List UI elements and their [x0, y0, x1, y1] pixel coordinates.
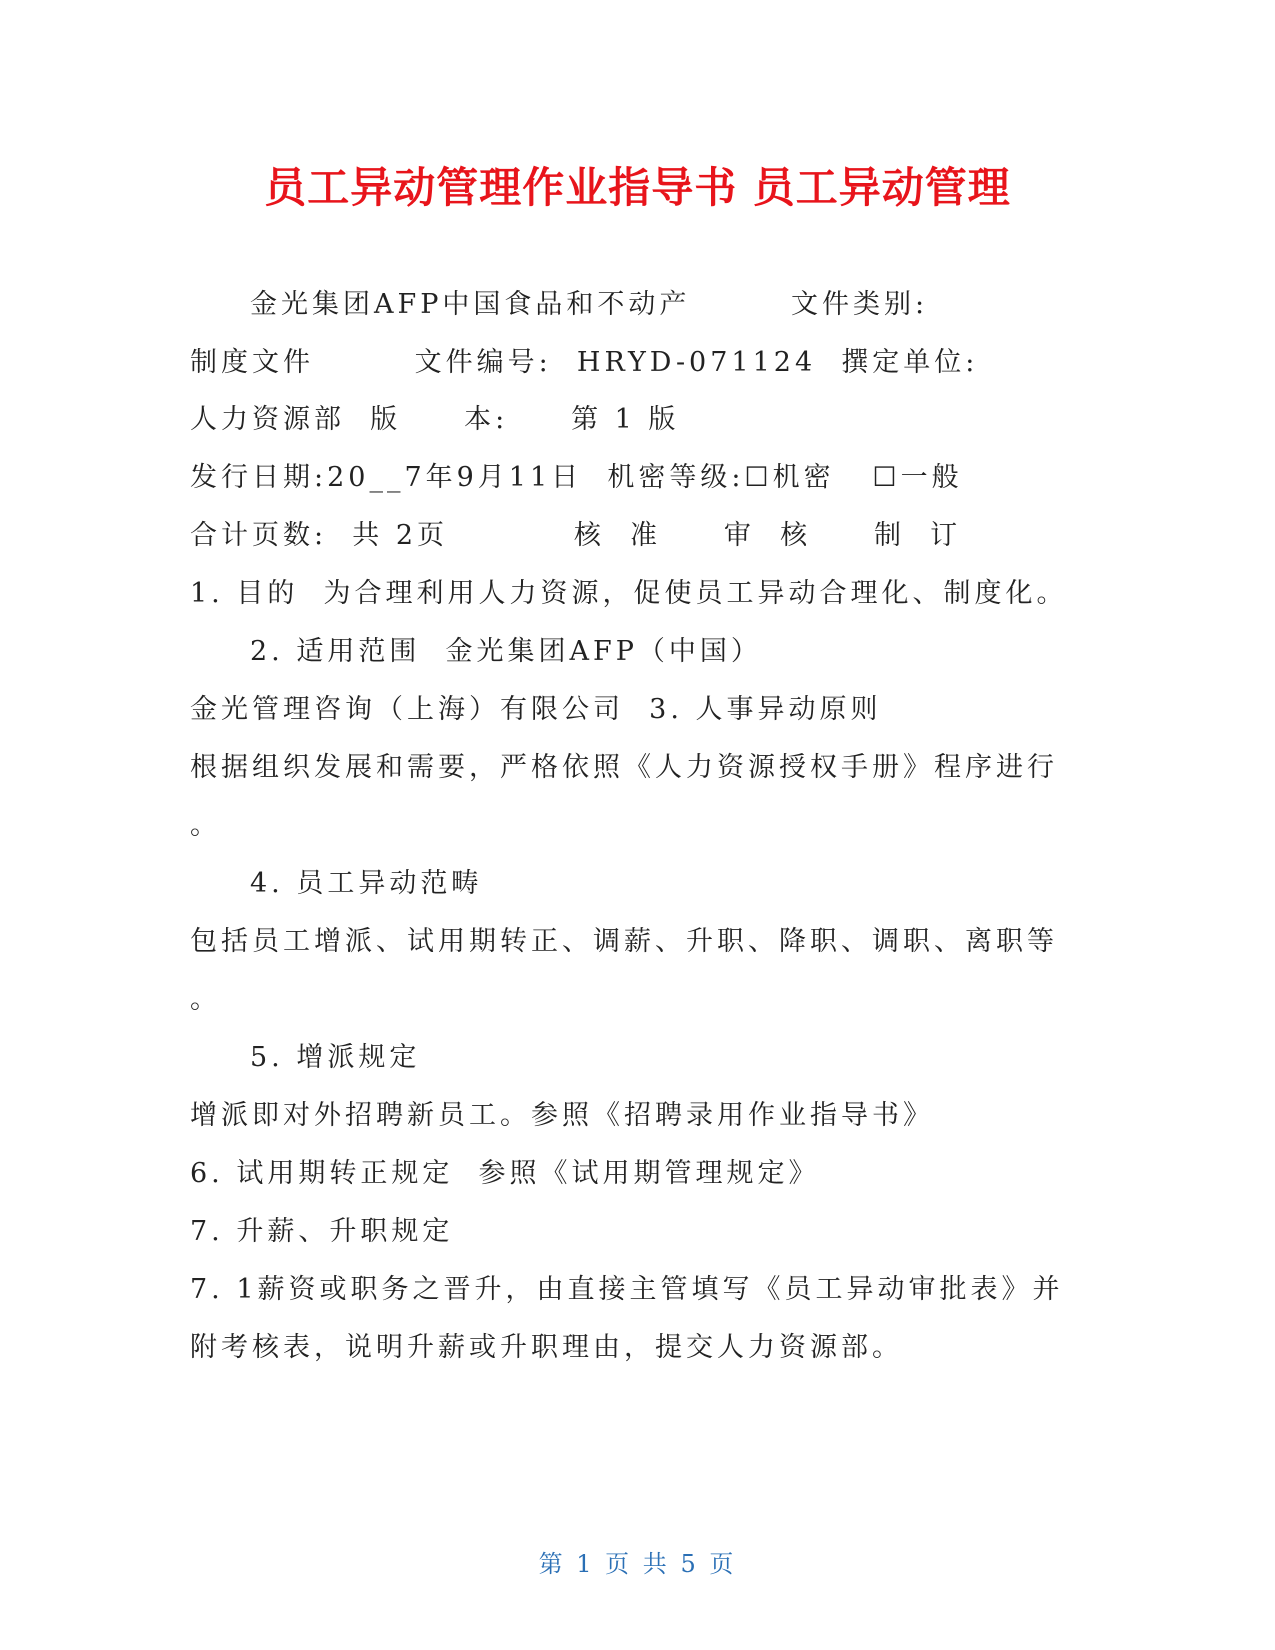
- header-line-company: 金光集团AFP中国食品和不动产 文件类别:: [250, 289, 929, 320]
- header-line-doc-number: 制度文件 文件编号: HRYD-071124 撰定单位:: [190, 347, 979, 378]
- paragraph-principle-end: 。: [190, 810, 221, 841]
- paragraph-scope-of-change-end: 。: [190, 984, 221, 1015]
- paragraph-dispatch: 增派即对外招聘新员工。参照《招聘录用作业指导书》: [190, 1100, 934, 1131]
- section-scope-of-change: 4. 员工异动范畴: [250, 868, 483, 899]
- section-promotion: 7. 升薪、升职规定: [190, 1216, 454, 1247]
- paragraph-scope-of-change: 包括员工增派、试用期转正、调薪、升职、降职、调职、离职等: [190, 926, 1058, 957]
- header-line-issue-date: 发行日期:20__7年9月11日 机密等级:☐机密 ☐一般: [190, 462, 963, 493]
- section-purpose: 1. 目的 为合理利用人力资源，促使员工异动合理化、制度化。: [190, 578, 1068, 609]
- header-line-version: 人力资源部 版 本: 第 1 版: [190, 404, 680, 435]
- section-scope-continued: 金光管理咨询（上海）有限公司 3. 人事异动原则: [190, 694, 882, 725]
- section-probation: 6. 试用期转正规定 参照《试用期管理规定》: [190, 1158, 820, 1189]
- document-title: 员工异动管理作业指导书 员工异动管理: [264, 163, 1011, 212]
- header-line-page-count: 合计页数: 共 2页 核 准 审 核 制 订: [190, 520, 962, 551]
- paragraph-promotion: 7. 1薪资或职务之晋升，由直接主管填写《员工异动审批表》并: [190, 1274, 1064, 1305]
- page-number-footer: 第 1 页 共 5 页: [538, 1550, 737, 1578]
- section-dispatch: 5. 增派规定: [250, 1042, 421, 1073]
- paragraph-principle: 根据组织发展和需要，严格依照《人力资源授权手册》程序进行: [190, 752, 1058, 783]
- section-scope: 2. 适用范围 金光集团AFP（中国）: [250, 636, 762, 667]
- paragraph-promotion-end: 附考核表，说明升薪或升职理由，提交人力资源部。: [190, 1332, 903, 1363]
